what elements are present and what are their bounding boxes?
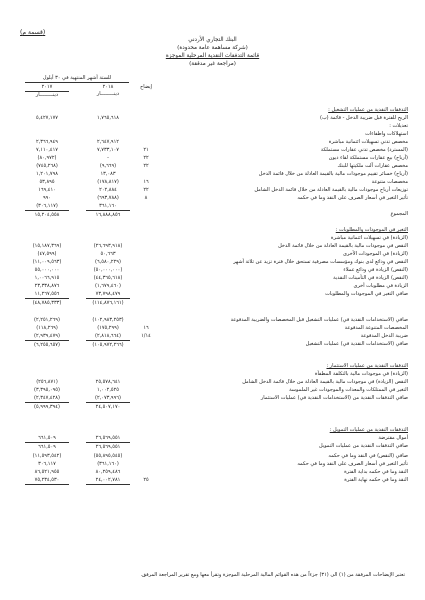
row-label: صافي (الاستخدامات النقدية في) عمليات التشغيل قبل المخصصات والضريبة المدفوعة	[230, 317, 408, 323]
row-label: صافي (النقص) في النقد وما في حكمه	[328, 453, 408, 459]
value-2018: (٤٤,٣٦٥,٦١٨)	[93, 275, 123, 281]
value-2017: (٤٧,٥٩٩)	[37, 251, 57, 257]
value-2018: ٢٤,٥٠٧,١٧٠	[86, 402, 130, 411]
statement-row	[0, 114, 425, 122]
value-2017: ٧,١١٠,٤١٧	[36, 147, 58, 153]
statement-row	[0, 324, 425, 332]
value-2017: (١١,٥٩٣,٥٤٢)	[32, 453, 62, 459]
row-label: التدفقات النقدية من عمليات الاستثمار :	[326, 363, 408, 369]
row-label: مخصص تدني تسهيلات ائتمانية مباشرة	[328, 139, 408, 145]
value-2018: ٨٠,٢٥٩,٤٨٦	[95, 469, 121, 475]
value-2018: ١٣,٠٨٣	[100, 171, 116, 177]
page-stamp: (قسمة م)	[20, 29, 46, 36]
section-heading-row	[0, 226, 425, 234]
value-2018: ١,٠٠٢,٥٢٥	[97, 387, 119, 393]
value-2017: (٣٠٦,١١٧)	[36, 203, 58, 209]
row-note: ٢٢	[143, 187, 149, 193]
section-heading-row	[0, 106, 425, 114]
row-label: (أرباح) خسائر تقييم موجودات مالية بالقيمة العادلة من خلال قائمة الدخل	[258, 171, 408, 177]
row-note: ١/١٤	[141, 333, 151, 339]
row-label: النقد وما في حكمه نهاية الفترة	[344, 477, 408, 483]
statement-row	[0, 186, 425, 194]
year-2018-header: ٢٠١٨	[102, 84, 114, 90]
statement-row	[0, 178, 425, 186]
section-heading-row	[0, 362, 425, 370]
value-2018: (٦,٥٨٠,٢٢٩)	[95, 259, 121, 265]
row-label: النقد وما في حكمه بداية الفترة	[344, 469, 408, 475]
value-2018: ٣٦١,١٦٠	[99, 203, 117, 209]
value-2017: (٧٤٥,٢٦٨)	[36, 163, 58, 169]
statement-row	[0, 340, 425, 348]
row-label: المجموع	[390, 211, 408, 217]
value-2017: (١٥,١٨٧,٣٦٩)	[32, 243, 62, 249]
row-label: توزيعات أرباح موجودات مالية بالقيمة العادلة من خلال قائمة الدخل الشامل	[254, 187, 408, 193]
statement-row	[0, 298, 425, 306]
row-label: (الزيادة) في موجودات مالية بالتكلفة المطفأة	[314, 371, 408, 377]
value-2017: ٢,٣٦٦,٩٤٩	[36, 139, 58, 145]
review-note: (مراجعة غير مدققة)	[189, 61, 236, 67]
row-label: استهلاكات واطفاءات	[365, 131, 408, 137]
value-2018: ١,٧٦٥,٦١٨	[97, 115, 119, 121]
value-2017: ١,٢٠١,٧٩٨	[36, 171, 58, 177]
footnote: تعتبر الإيضاحات المرفقة من (١) الى (٣١) جزءاً من هذه القوائم المالية المرحلية الموجزة وتقرأ معها ومع تقرير المراجعة المرفق.	[140, 572, 405, 578]
statement-row	[0, 434, 425, 442]
value-2017: ٥٣,٨٩٥	[39, 179, 55, 185]
value-2018: ٢٤,٠٠٢,٧٨١	[86, 476, 130, 485]
value-2018: ٧٣,٧٩٨,٤٧٩	[95, 291, 121, 297]
statement-row	[0, 370, 425, 378]
statement-row	[0, 402, 425, 410]
value-2017: (٤٨,٧٨٥,٣٣٣)	[25, 298, 69, 307]
statement-row	[0, 386, 425, 394]
value-2018: ٢٦,٥٦٩,٥٥١	[86, 442, 130, 451]
year-2017-header: ٢٠١٧	[41, 84, 53, 90]
value-2017: (٥,٩٩٩,٣٩٤)	[25, 402, 69, 411]
row-note: ٢١	[143, 147, 149, 153]
statement-row	[0, 442, 425, 450]
statement-row	[0, 266, 425, 274]
value-2017: (٦,٢٥٥,٦٥٧)	[25, 340, 69, 349]
row-label: الربح للفترة قبل ضريبة الدخل - قائمة (ب)	[320, 115, 408, 121]
row-label: صافي التغير في الموجودات والمطلوبات	[325, 291, 408, 297]
value-2017: ١٦٩,٤١٠	[38, 187, 56, 193]
value-2017: ٦٦١,٥٠٩	[38, 435, 56, 441]
value-2017: ٥٥,٠٠٠,٠٠٠	[34, 267, 60, 273]
note-header: إيضاح	[140, 84, 152, 90]
value-2018: ٢٥,٥٧٨,٦٤١	[95, 379, 121, 385]
row-note: ٨	[144, 195, 148, 201]
statement-row	[0, 154, 425, 162]
value-2017: ٥,٤٢٧,١٧٧	[36, 115, 58, 121]
statement-row	[0, 162, 425, 170]
row-label: (الزيادة) في الموجودات الأخرى	[342, 251, 408, 257]
row-note: ٢٥	[143, 477, 149, 483]
value-2018: (٣٦١,١٦٠)	[97, 461, 119, 467]
row-label: الزيادة في مطلوبات أخرى	[353, 283, 408, 289]
statement-row	[0, 274, 425, 282]
row-label: ضريبة الدخل المدفوعة	[360, 333, 408, 339]
value-2017: ٣٠٦,١١٧	[38, 461, 56, 467]
value-2018: (١١٤,٨٧٦,١٦١)	[86, 298, 130, 307]
statement-row	[0, 250, 425, 258]
row-label: صافي التدفقات النقدية من عمليات التمويل	[319, 443, 408, 449]
value-2018: (٥٥,٨٩٥,٥٤٥)	[93, 453, 123, 459]
value-2017: ٢٣,٣٣٨,٨٧٦	[34, 283, 60, 289]
value-2018: ٢٠٢,٨٨٤	[99, 187, 117, 193]
statement-row	[0, 258, 425, 266]
value-2017: ٩٩٠	[42, 195, 52, 201]
value-2017: (٢,٩٣٩,٤٧٩)	[34, 333, 60, 339]
value-2017: ٨٦,٥٢١,٩٥٥	[34, 469, 60, 475]
row-label: التغير في الموجودات والمطلوبات :	[335, 227, 408, 233]
row-label: المخصصات المتنوعة المدفوعة	[344, 325, 408, 331]
value-2018: ٧,٧٣٣,١٠٧	[97, 147, 119, 153]
row-label: تأثير التغير في أسعار الصرف على النقد وما في حكمه	[297, 195, 408, 201]
row-note: ١٦	[143, 179, 149, 185]
company-name: البنك التجاري الأردني	[188, 37, 237, 43]
statement-row	[0, 194, 425, 202]
statement-row	[0, 122, 425, 130]
value-2018: (٦٩٣,٧٨٨)	[97, 195, 119, 201]
statement-row	[0, 468, 425, 476]
value-2018: ٢٦,٥٦٩,٥٥١	[95, 435, 121, 441]
value-2017: (٢٥٦,٨٧١)	[36, 379, 58, 385]
value-2017: (٢,٣٤٧,٤٢٨)	[34, 395, 60, 401]
value-2018: (١,٦٧٩,٤٦٠)	[95, 283, 121, 289]
statement-row	[0, 394, 425, 402]
value-2018: ١٦,٨٨٨,٨٥٦	[86, 210, 130, 219]
row-label: (الزيادة) في تسهيلات ائتمانية مباشرة	[330, 235, 408, 241]
row-label: النقص (الزيادة) في موجودات مالية بالقيمة العادلة من خلال قائمة الدخل الشامل	[242, 379, 408, 385]
statement-row	[0, 202, 425, 210]
value-2018: (١٧٥,٢٩٩)	[97, 325, 119, 331]
row-label: النقص في موجودات مالية بالقيمة العادلة من خلال قائمة الدخل	[278, 243, 408, 249]
value-2017: ١,٠٠٦٦,٩١٥	[34, 275, 60, 281]
value-2018: (٥٠,٠٠٠,٠٠٠)	[93, 267, 123, 273]
value-2018: (٩,٦٦٩)	[99, 163, 117, 169]
value-2017: ١١,٢٦٧,٥٥٦	[34, 291, 60, 297]
value-2017: (٣,٣٩٥,٠٩٥)	[34, 387, 60, 393]
row-label: التغير في الممتلكات والمعدات والموجودات غير الملموسة	[289, 387, 408, 393]
row-label: (النقص) الزيادة في التأمينات النقدية	[333, 275, 408, 281]
statement-row	[0, 316, 425, 324]
value-2017: ٦٦١,٥٠٩	[25, 442, 69, 451]
statement-row	[0, 460, 425, 468]
row-label: (أرباح) بيع عقارات مستملكة لقاء ديون	[328, 155, 408, 161]
row-label: أموال مقترضة	[378, 435, 408, 441]
statement-row	[0, 242, 425, 250]
value-2018: (١٧٨,٨١٧)	[97, 179, 119, 185]
statement-row	[0, 170, 425, 178]
value-2018: ٢,٦٤٧,٩١٢	[97, 139, 119, 145]
period-header: للستة أشهر المنتهية في ٣٠ أيلول	[25, 75, 129, 83]
value-2018: (٢,٠٧٣,٩٩٦)	[95, 395, 121, 401]
value-2017: ٧٥,٢٣٤,٥٣٠	[25, 476, 69, 485]
statement-row	[0, 332, 425, 340]
row-label: التدفقات النقدية من عمليات التمويل :	[329, 427, 408, 433]
row-note: ١٦	[143, 325, 149, 331]
row-label: التدفقات النقدية من عمليات التشغيل :	[328, 107, 408, 113]
value-2018: (١٠٢,٩٨٣,٢٥٣)	[92, 317, 124, 323]
company-type: (شركة مساهمة عامة محدودة)	[177, 45, 248, 51]
row-label: مخصص عقارات آلت ملكيتها للبنك	[337, 163, 408, 169]
value-2017: (٨٠,٩٧٢)	[37, 155, 57, 161]
statement-row	[0, 452, 425, 460]
row-label: صافي (الاستخدامات النقدية في) عمليات التشغيل	[305, 341, 408, 347]
value-2017: ١٥,٢٠٤,٥٥٨	[25, 210, 69, 219]
statement-row	[0, 476, 425, 484]
value-2017: (١١٨,٢٦٩)	[36, 325, 58, 331]
currency-2018-header: دينـــــــــار	[96, 91, 120, 97]
value-2018: (٢٦,٦٩٣,٩١٨)	[93, 243, 123, 249]
value-2018: (٢,٨١٨,٦٦٤)	[95, 333, 121, 339]
row-label: النقص في ودائع لدى بنوك ومؤسسات مصرفية تستحق خلال فترة تزيد عن ثلاثة أشهر	[233, 259, 408, 265]
row-label: تعديلات :	[389, 123, 408, 129]
value-2017: (١١,٠٠٩,٥٦٣)	[32, 259, 62, 265]
statement-title: قائمة التدفقات النقدية المرحلية الموجزة	[165, 53, 260, 59]
statement-row	[0, 290, 425, 298]
statement-row	[0, 210, 425, 218]
currency-2017-header: دينـــــــــار	[25, 91, 69, 99]
statement-row	[0, 130, 425, 138]
value-2018: -	[107, 155, 109, 161]
row-label: (المسترد) مخصص تدني عقارات مستملكة	[320, 147, 408, 153]
row-label: (النقص) الزيادة في ودائع عملاء	[343, 267, 408, 273]
row-label: صافي التدفقات النقدية من (الاستخدامات النقدية في) عمليات الاستثمار	[260, 395, 408, 401]
row-note: ٢٢	[143, 155, 149, 161]
value-2017: (٢,٢٥١,٢٦٩)	[34, 317, 60, 323]
statement-row	[0, 234, 425, 242]
row-label: مخصصات متنوعة	[371, 179, 408, 185]
row-note: ٢٢	[143, 163, 149, 169]
statement-row	[0, 138, 425, 146]
section-heading-row	[0, 426, 425, 434]
statement-row	[0, 146, 425, 154]
value-2018: (١٠٥,٩٧٢,٢٦٦)	[86, 340, 130, 349]
statement-row	[0, 378, 425, 386]
statement-row	[0, 282, 425, 290]
value-2018: ٥٠,٦٦٣	[100, 251, 116, 257]
row-label: تأثير التغير في أسعار الصرف على النقد وما في حكمه	[297, 461, 408, 467]
